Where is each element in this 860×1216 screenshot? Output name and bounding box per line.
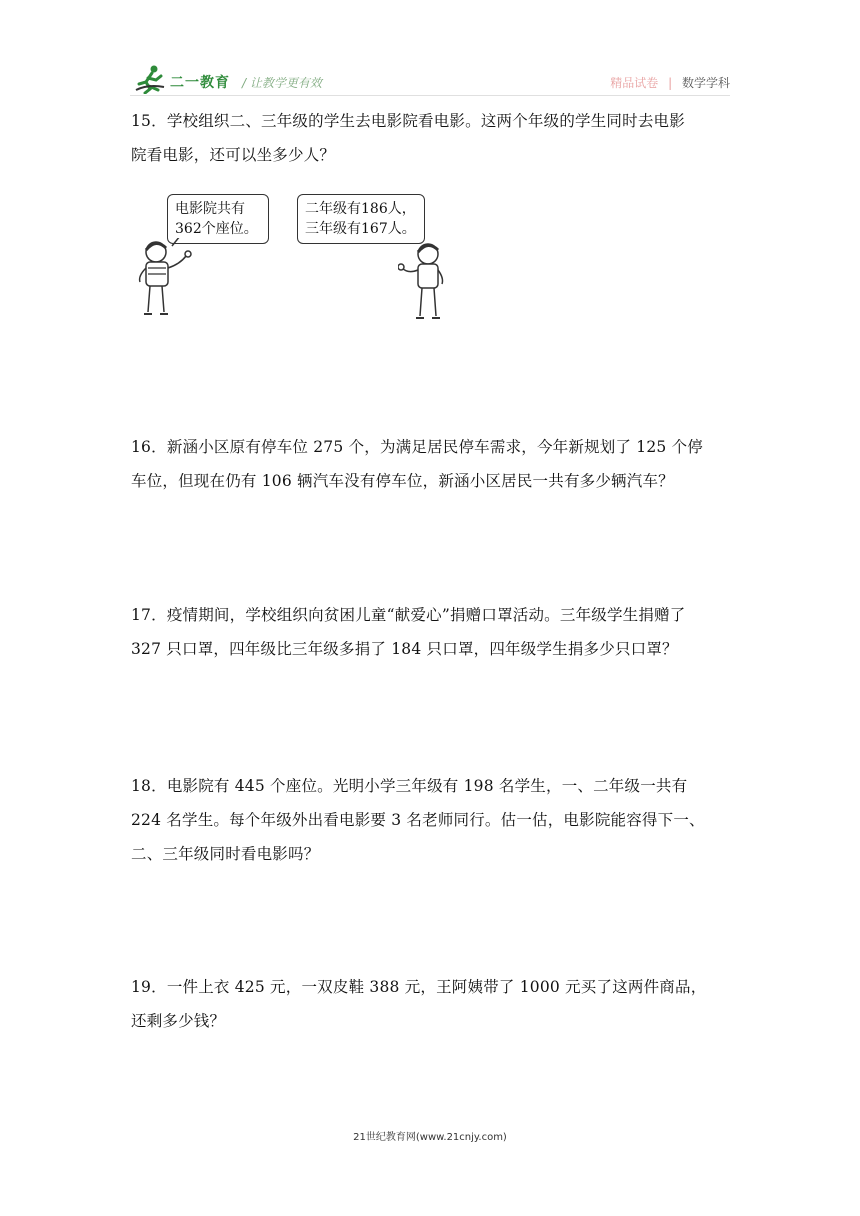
header-tags <box>610 74 730 91</box>
question-line: 19．一件上衣 425 元，一双皮鞋 388 元，王阿姨带了 1000 元买了这两件商品， <box>131 978 707 996</box>
boy-right-icon <box>398 240 458 324</box>
bubble-line: 电影院共有 <box>175 201 245 217</box>
running-figure-logo-icon <box>134 64 168 94</box>
bubble-line: 三年级有167人。 <box>305 221 416 237</box>
page-header <box>130 62 730 102</box>
speech-bubble-left <box>167 194 269 244</box>
question-line: 二、三年级同时看电影吗？ <box>131 845 320 863</box>
question-line: 17．疫情期间，学校组织向贫困儿童“献爱心”捐赠口罩活动。三年级学生捐赠了 <box>131 606 686 624</box>
question-line: 18．电影院有 445 个座位。光明小学三年级有 198 名学生，一、二年级一共有 <box>131 777 688 795</box>
logo-text: 二一教育 <box>170 75 230 91</box>
question-19 <box>131 970 733 1038</box>
illustration-two-boys <box>130 190 450 330</box>
tag-premium-paper: 精品试卷 <box>610 76 659 90</box>
header-separator: | <box>668 76 673 90</box>
question-18 <box>131 769 733 871</box>
question-16 <box>131 430 733 498</box>
question-line: 327 只口罩，四年级比三年级多捐了 184 只口罩，四年级学生捐多少只口罩？ <box>131 640 678 658</box>
boy-left-icon <box>132 238 202 320</box>
question-line: 车位，但现在仍有 106 辆汽车没有停车位，新涵小区居民一共有多少辆汽车？ <box>131 472 674 490</box>
question-15 <box>131 104 733 172</box>
bubble-line: 二年级有186人， <box>305 201 416 217</box>
question-17 <box>131 598 733 666</box>
question-line: 224 名学生。每个年级外出看电影要 3 名老师同行。估一估，电影院能容得下一、 <box>131 811 705 829</box>
question-line: 还剩多少钱？ <box>131 1012 226 1030</box>
page-footer: 21世纪教育网(www.21cnjy.com) <box>353 1132 507 1143</box>
question-line: 16．新涵小区原有停车位 275 个，为满足居民停车需求，今年新规划了 125 个停 <box>131 438 704 456</box>
bubble-line: 362个座位。 <box>175 221 258 237</box>
question-line: 15．学校组织二、三年级的学生去电影院看电影。这两个年级的学生同时去电影 <box>131 112 685 130</box>
slogan: / 让教学更有效 <box>242 76 322 90</box>
tag-subject: 数学学科 <box>681 76 730 90</box>
speech-bubble-right <box>297 194 425 244</box>
header-divider <box>130 95 730 96</box>
question-line: 院看电影，还可以坐多少人？ <box>131 146 336 164</box>
